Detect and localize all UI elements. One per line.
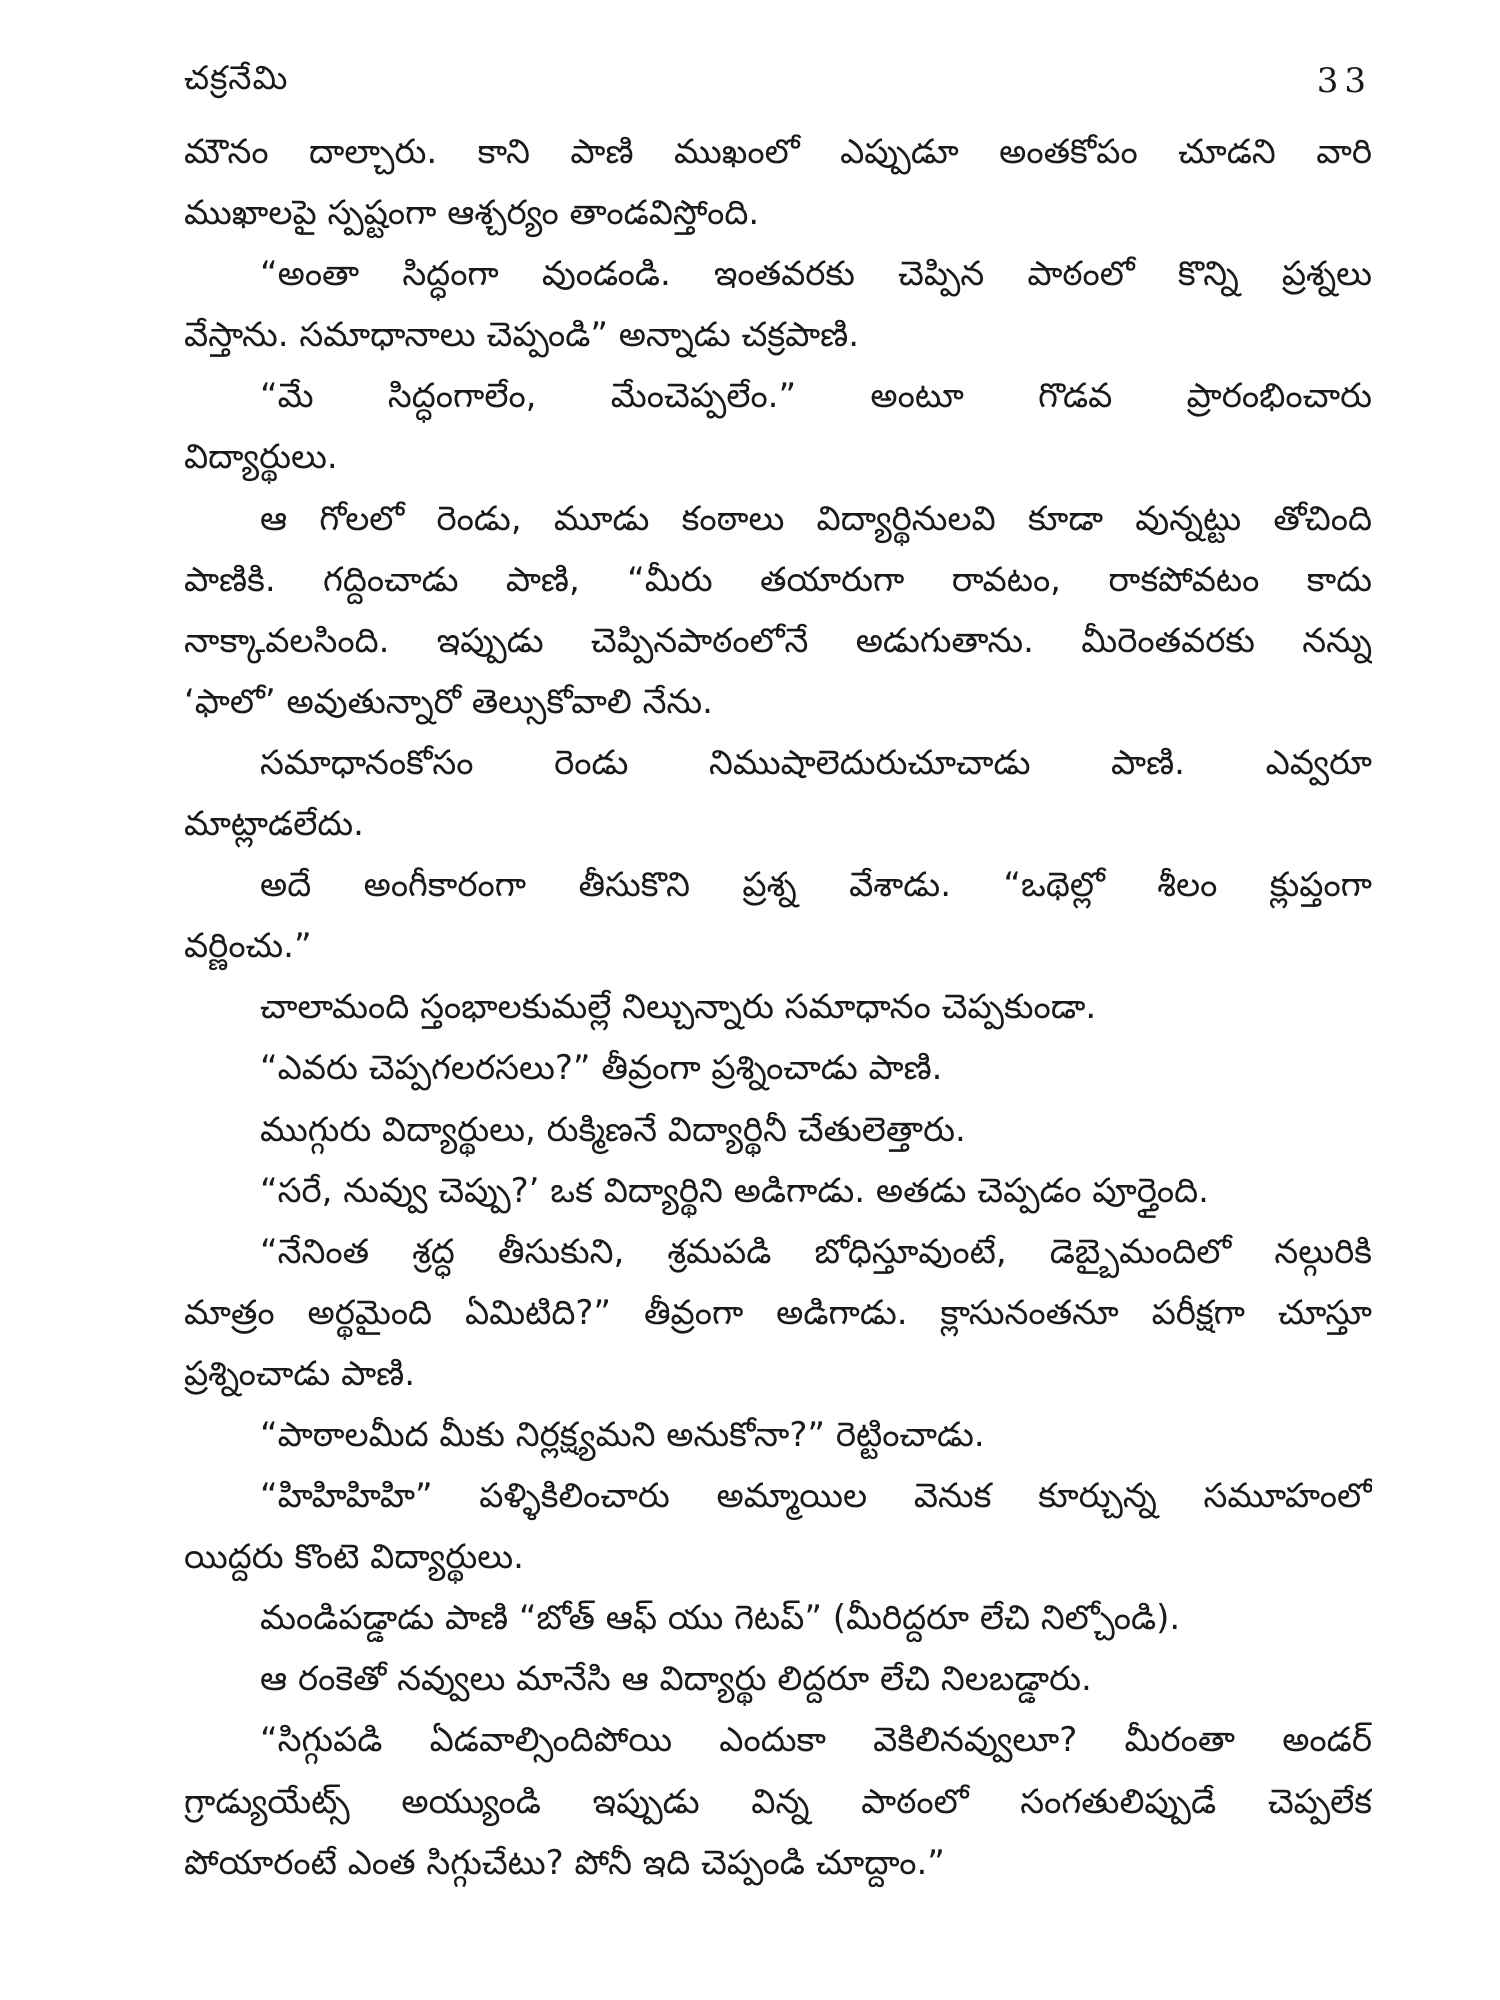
text-line: సమాధానంకోసం రెండు నిముషాలెదురుచూచాడు పాణి. ఎవ్వరూ [260,742,1372,783]
text-line: “నేనింత శ్రద్ధ తీసుకుని, శ్రమపడి బోధిస్తూవుంటే, డెబ్బైమందిలో నల్గురికి [260,1231,1372,1272]
text-line: అదే అంగీకారంగా తీసుకొని ప్రశ్న వేశాడు. “ఒథెల్లో శీలం క్లుప్తంగా [260,865,1372,906]
book-title: చక్రనేమి [184,57,289,97]
text-line: ఆ గోలలో రెండు, మూడు కంఠాలు విద్యార్థినులవి కూడా వున్నట్టు తోచింది [260,498,1372,539]
text-line: “హిహిహిహి” పళ్ళికిలించారు అమ్మాయిల వెనుక కూర్చున్న సమూహంలో [260,1476,1372,1517]
text-line: మౌనం దాల్చారు. కాని పాణి ముఖంలో ఎప్పుడూ అంతకోపం చూడని వారి [184,132,1372,172]
text-line: “సరే, నువ్వు చెప్పు?’ ఒక విద్యార్థిని అడిగాడు. అతడు చెప్పడం పూర్తైంది. [260,1170,1209,1211]
text-line: వేస్తాను. సమాధానాలు చెప్పండి” అన్నాడు చక్రపాణి. [184,315,860,356]
text-line: నాక్కావలసింది. ఇప్పుడు చెప్పినపాఠంలోనే అడుగుతాను. మీరెంతవరకు నన్ను [184,620,1372,661]
text-line: చాలామంది స్తంభాలకుమల్లే నిల్చున్నారు సమాధానం చెప్పకుండా. [260,987,1097,1028]
text-line: “మే సిద్ధంగాలేం, మేంచెప్పలేం.” అంటూ గొడవ ప్రారంభించారు [260,376,1372,417]
text-line: ముగ్గురు విద్యార్థులు, రుక్మిణనే విద్యార్థినీ చేతులెత్తారు. [260,1109,966,1150]
text-line: ముఖాలపై స్పష్టంగా ఆశ్చర్యం తాండవిస్తోంది. [184,193,760,234]
text-line: వర్ణించు.” [184,926,312,967]
text-line: పోయారంటే ఎంత సిగ్గుచేటు? పోనీ ఇది చెప్పండి చూద్దాం.” [184,1842,945,1883]
text-line: మాట్లాడలేదు. [184,804,364,845]
text-line: “పాఠాలమీద మీకు నిర్లక్ష్యమని అనుకోనా?” రెట్టించాడు. [260,1414,985,1455]
text-line: మాత్రం అర్థమైంది ఏమిటిది?” తీవ్రంగా అడిగాడు. క్లాసునంతనూ పరీక్షగా చూస్తూ [184,1292,1372,1333]
text-line: విద్యార్థులు. [184,437,338,478]
text-line: యిద్దరు కొంటె విద్యార్థులు. [184,1537,524,1578]
text-line: ప్రశ్నించాడు పాణి. [184,1353,416,1394]
page-body-text [184,122,1372,1894]
text-line: ఆ రంకెతో నవ్వులు మానేసి ఆ విద్యార్థు లిద్దరూ లేచి నిలబడ్డారు. [260,1659,1092,1700]
text-line: ‘ఫాలో’ అవుతున్నారో తెల్సుకోవాలి నేను. [184,681,713,722]
text-line: పాణికి. గద్దించాడు పాణి, “మీరు తయారుగా రావటం, రాకపోవటం కాదు [184,559,1372,600]
text-line: “సిగ్గుపడి ఏడవాల్సిందిపోయి ఎందుకా వెకిలినవ్వులూ? మీరంతా అండర్ [260,1720,1372,1761]
running-header [184,56,1372,106]
text-line: గ్రాడ్యుయేట్స్ అయ్యుండి ఇప్పుడు విన్న పాఠంలో సంగతులిప్పుడే చెప్పలేక [184,1781,1372,1822]
text-line: “ఎవరు చెప్పగలరసలు?” తీవ్రంగా ప్రశ్నించాడు పాణి. [260,1048,943,1089]
text-line: మండిపడ్డాడు పాణి “బోత్ ఆఫ్ యు గెటప్” (మీరిద్దరూ లేచి నిల్చోండి). [260,1598,1181,1639]
text-line: “అంతా సిద్ధంగా వుండండి. ఇంతవరకు చెప్పిన పాఠంలో కొన్ని ప్రశ్నలు [260,254,1372,295]
page-number: 33 [1316,61,1372,101]
